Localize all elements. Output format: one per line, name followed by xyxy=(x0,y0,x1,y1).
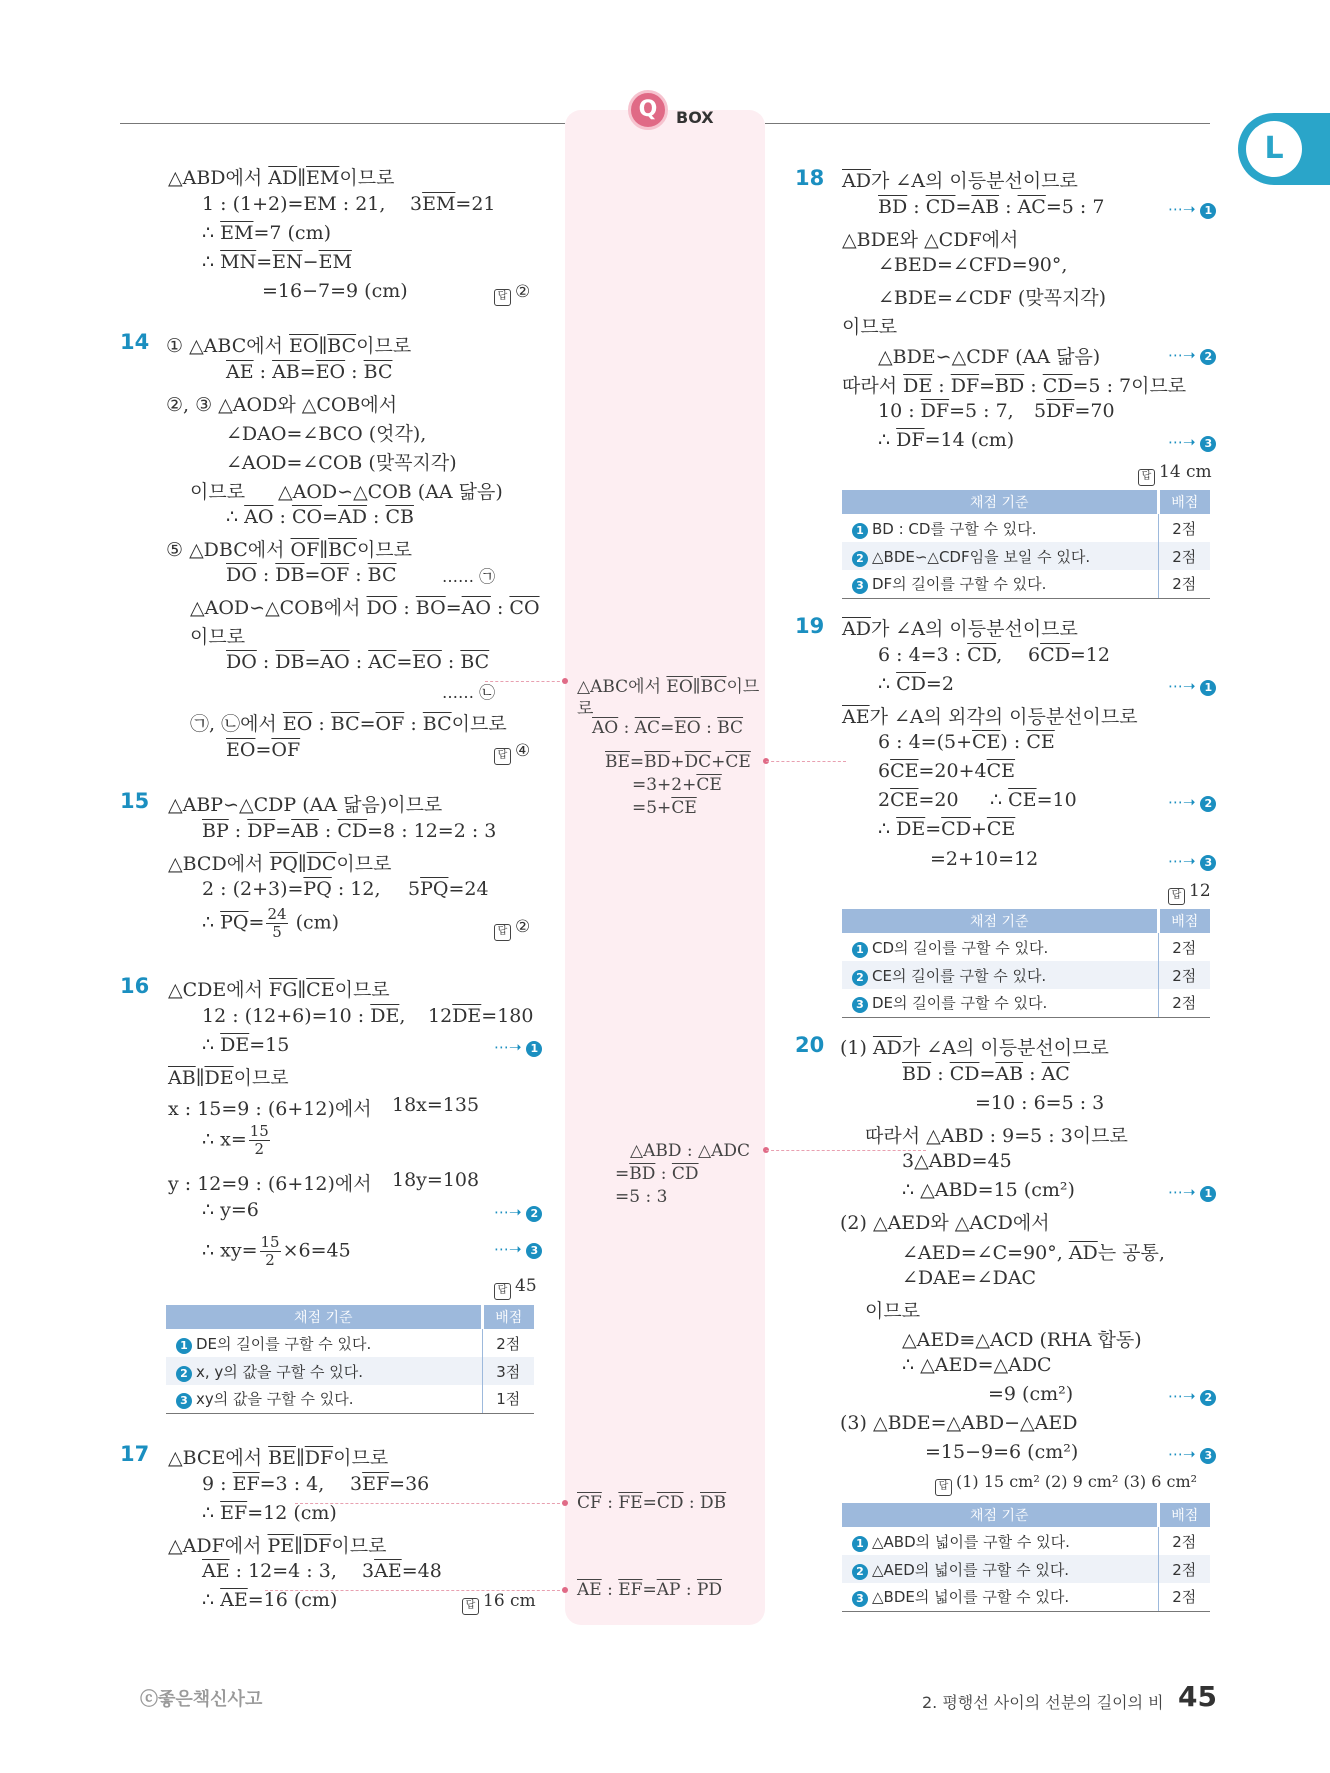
p13-line-5: ∴ $\overline{MN}=\overline{EN}-\overline{EM}$ xyxy=(202,251,352,273)
p14-line-3: ②, ③ △AOD와 △COB에서 xyxy=(166,394,398,416)
connector-line xyxy=(766,761,846,762)
p19-grading-table xyxy=(842,909,1210,1018)
connector-dot xyxy=(562,678,568,684)
p14-mark-a: …… ㉠ xyxy=(442,567,496,586)
table-header-points: 배점 xyxy=(482,1305,534,1329)
p20-line-6: ∴ △ABD=15 (cm²) xyxy=(902,1179,1075,1201)
p16-line-1: △CDE에서 $\overline{FG}\parallel\overline{CE}$이므로 xyxy=(168,979,390,1001)
table-row: 3 DE의 길이를 구할 수 있다. 2점 xyxy=(842,989,1210,1017)
p18-answer: 답 14 cm xyxy=(1138,462,1212,486)
p19-line-10: ∴ $\overline{DE}=\overline{CD}+\overline{CE}$ xyxy=(878,818,1016,840)
p16-step-1: ⋯➝ 1 xyxy=(494,1038,546,1057)
side-tab xyxy=(1238,113,1330,185)
table-header-criteria: 채점 기준 xyxy=(842,490,1158,514)
p16-step-3: ⋯➝ 3 xyxy=(494,1240,546,1259)
p20-line-5: 3△ABD=45 xyxy=(902,1150,1012,1172)
q-note-8: $=\overline{BD}$ : $\overline{CD}$ xyxy=(615,1164,699,1184)
p14-line-10: $\overline{DO}$ : $\overline{DB}=\overline{OF}$ : $\overline{BC}$ xyxy=(226,564,397,586)
connector-line xyxy=(295,1503,565,1504)
p16-line-4: ∴ $\overline{DE}=15$ xyxy=(202,1034,290,1056)
p18-line-1: $\overline{AD}$가 ∠A의 이등분선이므로 xyxy=(842,170,1078,192)
p13-line-1: △ABD에서 $\overline{AD}\parallel\overline{EM}$이므로 xyxy=(168,167,395,189)
p14-line-4: ∠DAO=∠BCO (엇각), xyxy=(226,423,427,445)
connector-dot xyxy=(562,1500,568,1506)
header-rule-right xyxy=(765,123,1210,124)
table-row: 3 △BDE의 넓이를 구할 수 있다. 2점 xyxy=(842,1583,1210,1611)
q-note-9: =5 : 3 xyxy=(615,1187,668,1207)
q-note-3: $\overline{AO}$ : $\overline{AC}=\overline{EO}$ : $\overline{BC}$ xyxy=(592,718,744,738)
p20-line-9: ∠DAE=∠DAC xyxy=(902,1267,1037,1289)
table-row: 1 BD : CD를 구할 수 있다. 2점 xyxy=(842,514,1210,542)
p19-line-8: $2\overline{CE}=20$ xyxy=(878,789,959,811)
p18-step-3: ⋯➝ 3 xyxy=(1168,433,1220,452)
p20-line-14: (3) △BDE=△ABD−△AED xyxy=(840,1412,1078,1434)
p20-step-3: ⋯➝ 3 xyxy=(1168,1445,1220,1464)
p19-step-1: ⋯➝ 1 xyxy=(1168,677,1220,696)
p18-line-2: $\overline{BD}$ : $\overline{CD}=\overline{AB}$ : $\overline{AC}=5$ : 7 xyxy=(878,196,1105,218)
p17-line-3: $3\overline{EF}=36$ xyxy=(350,1473,430,1495)
p14-line-16: ㉠, ㉡에서 $\overline{EO}$ : $\overline{BC}=\overline{OF}$ : $\overline{BC}$이므로 xyxy=(190,713,507,735)
table-header-criteria: 채점 기준 xyxy=(842,909,1158,933)
p20-line-15: =15−9=6 (cm²) xyxy=(925,1441,1079,1463)
p14-line-1: ① △ABC에서 $\overline{EO}\parallel\overline{BC}$이므로 xyxy=(166,335,412,357)
p17-line-5: △ADF에서 $\overline{PE}\parallel\overline{DF}$이므로 xyxy=(168,1535,387,1557)
p15-line-3: △BCD에서 $\overline{PQ}\parallel\overline{DC}$이므로 xyxy=(168,853,392,875)
p17-line-6: $\overline{AE}$ : 12=4 : 3, xyxy=(202,1560,337,1582)
p16-answer: 답 45 xyxy=(494,1276,537,1300)
table-row: 1 DE의 길이를 구할 수 있다. 2점 xyxy=(166,1329,534,1357)
p18-number: 18 xyxy=(795,166,825,190)
connector-line xyxy=(265,1590,565,1591)
p20-line-11: △AED≡△ACD (RHA 합동) xyxy=(902,1329,1142,1351)
p14-line-12: △AOD∽△COB에서 $\overline{DO}$ : $\overline{BO}=\overline{AO}$ : $\overline{CO}$ xyxy=(190,597,540,619)
p20-line-8: ∠AED=∠C=90°, $\overline{AD}$는 공통, xyxy=(902,1242,1165,1264)
table-row: 2 △AED의 넓이를 구할 수 있다. 2점 xyxy=(842,1555,1210,1583)
p19-line-4: ∴ $\overline{CD}=2$ xyxy=(878,673,954,695)
table-row: 3 DF의 길이를 구할 수 있다. 2점 xyxy=(842,570,1210,598)
p17-line-1: △BCE에서 $\overline{BE}\parallel\overline{DF}$이므로 xyxy=(168,1447,389,1469)
q-badge: Q xyxy=(628,90,668,130)
p19-step-2: ⋯➝ 2 xyxy=(1168,793,1220,812)
p14-line-9: ⑤ △DBC에서 $\overline{OF}\parallel\overline{BC}$이므로 xyxy=(166,539,412,561)
p18-line-10: $5\overline{DF}=70$ xyxy=(1034,400,1115,422)
table-row: 1 △ABD의 넓이를 구할 수 있다. 2점 xyxy=(842,1527,1210,1555)
p20-line-7: (2) △AED와 △ACD에서 xyxy=(840,1212,1050,1234)
p18-step-1: ⋯➝ 1 xyxy=(1168,200,1220,219)
p16-grading-table xyxy=(166,1305,534,1414)
p16-line-7: 18x=135 xyxy=(392,1094,480,1116)
p16-line-10: 18y=108 xyxy=(392,1169,480,1191)
p17-number: 17 xyxy=(120,1442,150,1466)
p16-line-8: ∴ x= $\frac{15}{2}$ xyxy=(202,1122,269,1158)
p15-line-4: 2 : $(2+3)=\overline{PQ}$ : 12, xyxy=(202,878,381,900)
p18-line-9: 10 : $\overline{DF}=5$ : 7, xyxy=(878,400,1014,422)
connector-dot xyxy=(562,1587,568,1593)
p19-line-9: ∴ $\overline{CE}=10$ xyxy=(990,789,1077,811)
p15-line-2: $\overline{BP}$ : $\overline{DP}=\overline{AB}$ : $\overline{CD}=8$ : 12=2 : 3 xyxy=(202,820,497,842)
p14-mark-b: …… ㉡ xyxy=(442,683,496,702)
p13-answer: 답 ② xyxy=(494,282,530,306)
p15-answer: 답 ② xyxy=(494,917,530,941)
p15-line-5: $5\overline{PQ}=24$ xyxy=(408,878,489,900)
connector-line xyxy=(485,681,565,682)
p15-line-6: ∴ $\overline{PQ}=$ $\frac{24}{5}$ (cm) xyxy=(202,905,340,941)
p14-line-2: $\overline{AE}$ : $\overline{AB}=\overline{EO}$ : $\overline{BC}$ xyxy=(226,361,393,383)
p18-line-11: ∴ $\overline{DF}=14$ (cm) xyxy=(878,429,1015,451)
p20-line-12: ∴ △AED=△ADC xyxy=(902,1354,1052,1376)
p16-line-12: ∴ xy= $\frac{15}{2}$ ×6=45 xyxy=(202,1233,351,1269)
p20-line-10: 이므로 xyxy=(865,1300,921,1322)
p20-number: 20 xyxy=(795,1033,825,1057)
p14-number: 14 xyxy=(120,330,150,354)
box-label: BOX xyxy=(676,108,714,127)
table-row: 2 x, y의 값을 구할 수 있다. 3점 xyxy=(166,1357,534,1385)
q-note-7: △ABD : △ADC xyxy=(630,1141,750,1161)
q-note-1: △ABC에서 $\overline{EO}\parallel\overline{BC}$이므 xyxy=(577,677,760,697)
p13-line-4: ∴ $\overline{EM}=7$ (cm) xyxy=(202,222,331,244)
p20-line-13: =9 (cm²) xyxy=(988,1383,1074,1405)
p19-line-11: =2+10=12 xyxy=(930,848,1039,870)
p18-line-6: 이므로 xyxy=(842,316,898,338)
p19-line-7: $6\overline{CE}=20+4\overline{CE}$ xyxy=(878,760,1016,782)
page-number: 45 xyxy=(1178,1680,1217,1713)
p13-line-2: 1 : (1+2)=EM : 21, xyxy=(202,193,386,215)
p20-grading-table xyxy=(842,1503,1210,1612)
p19-line-6: 6 : $4=(5+\overline{CE})$ : $\overline{CE}$ xyxy=(878,731,1055,753)
p16-line-11: ∴ y=6 xyxy=(202,1199,259,1221)
p20-step-1: ⋯➝ 1 xyxy=(1168,1183,1220,1202)
table-header-points: 배점 xyxy=(1158,490,1210,514)
side-tab-circle: L xyxy=(1246,121,1302,177)
table-header-criteria: 채점 기준 xyxy=(166,1305,482,1329)
p18-line-7: △BDE∽△CDF (AA 닮음) xyxy=(878,346,1101,368)
p13-line-6: =16−7=9 (cm) xyxy=(262,280,408,302)
p17-line-8: ∴ $\overline{AE}=16$ (cm) xyxy=(202,1589,338,1611)
p16-number: 16 xyxy=(120,974,150,998)
table-header-points: 배점 xyxy=(1158,909,1210,933)
p20-line-2: $\overline{BD}$ : $\overline{CD}=\overline{AB}$ : $\overline{AC}$ xyxy=(902,1063,1070,1085)
table-header-criteria: 채점 기준 xyxy=(842,1503,1158,1527)
p19-step-3: ⋯➝ 3 xyxy=(1168,852,1220,871)
q-note-4: $\overline{BE}=\overline{BD}+\overline{DC}+\overline{CE}$ xyxy=(605,752,751,772)
p15-line-1: △ABP∽△CDP (AA 닮음)이므로 xyxy=(168,794,443,816)
p16-line-2: 12 : (12+6)=10 : $\overline{DE}$, xyxy=(202,1005,406,1027)
q-note-10: $\overline{CF}$ : $\overline{FE}=\overline{CD}$ : $\overline{DB}$ xyxy=(577,1493,727,1513)
p14-line-8: ∴ $\overline{AO}$ : $\overline{CO}=\overline{AD}$ : $\overline{CB}$ xyxy=(226,506,414,528)
table-row: 1 CD의 길이를 구할 수 있다. 2점 xyxy=(842,933,1210,961)
p16-line-3: $12\overline{DE}=180$ xyxy=(428,1005,534,1027)
p17-line-7: $3\overline{AE}=48$ xyxy=(362,1560,442,1582)
p14-line-7: △AOD∽△COB (AA 닮음) xyxy=(278,481,503,503)
p19-line-1: $\overline{AD}$가 ∠A의 이등분선이므로 xyxy=(842,618,1078,640)
footer-publisher: ⓒ좋은책신사고 xyxy=(140,1689,263,1710)
p14-line-6: 이므로 xyxy=(190,481,246,503)
p13-line-3: $3\overline{EM}=21$ xyxy=(410,193,496,215)
p19-answer: 답 12 xyxy=(1168,881,1211,905)
p16-line-9: y : 12=9 : (6+12)에서 xyxy=(168,1173,372,1195)
q-note-6: $=5+\overline{CE}$ xyxy=(632,798,697,818)
p20-step-2: ⋯➝ 2 xyxy=(1168,1387,1220,1406)
p18-step-2: ⋯➝ 2 xyxy=(1168,346,1220,365)
p19-line-3: $6\overline{CD}=12$ xyxy=(1028,644,1110,666)
footer-chapter: 2. 평행선 사이의 선분의 길이의 비 xyxy=(922,1693,1164,1712)
p17-line-4: ∴ $\overline{EF}=12$ (cm) xyxy=(202,1502,337,1524)
p14-line-13: 이므로 xyxy=(190,626,246,648)
p16-line-6: x : 15=9 : (6+12)에서 xyxy=(168,1098,372,1120)
header-rule-left xyxy=(120,123,565,124)
q-note-2: 로 xyxy=(577,699,594,719)
p18-line-8: 따라서 $\overline{DE}$ : $\overline{DF}=\overline{BD}$ : $\overline{CD}=5$ : 7이므로 xyxy=(842,375,1187,397)
p16-line-5: $\overline{AB}\parallel\overline{DE}$이므로 xyxy=(168,1067,289,1089)
q-note-5: $=3+2+\overline{CE}$ xyxy=(632,775,722,795)
p19-line-2: 6 : 4=3 : $\overline{CD}$, xyxy=(878,644,1003,666)
table-row: 2 CE의 길이를 구할 수 있다. 2점 xyxy=(842,961,1210,989)
p14-answer: 답 ④ xyxy=(494,741,530,765)
p18-line-5: ∠BDE=∠CDF (맞꼭지각) xyxy=(878,287,1107,309)
table-row: 2 △BDE∽△CDF임을 보일 수 있다. 2점 xyxy=(842,542,1210,570)
p17-answer: 답 16 cm xyxy=(462,1591,536,1615)
p14-line-5: ∠AOD=∠COB (맞꼭지각) xyxy=(226,452,457,474)
p19-line-5: $\overline{AE}$가 ∠A의 외각의 이등분선이므로 xyxy=(842,706,1138,728)
table-row: 3 xy의 값을 구할 수 있다. 1점 xyxy=(166,1385,534,1413)
q-note-11: $\overline{AE}$ : $\overline{EF}=\overline{AP}$ : $\overline{PD}$ xyxy=(577,1580,723,1600)
p14-line-17: $\overline{EO}=\overline{OF}$ xyxy=(226,739,301,761)
p20-line-4: 따라서 △ABD : 9=5 : 3이므로 xyxy=(865,1125,1128,1147)
p19-number: 19 xyxy=(795,614,825,638)
p14-line-14: $\overline{DO}$ : $\overline{DB}=\overline{AO}$ : $\overline{AC}=\overline{EO}$ : $\overline{BC}$ xyxy=(226,651,490,673)
p20-line-1: (1) $\overline{AD}$가 ∠A의 이등분선이므로 xyxy=(840,1037,1109,1059)
p20-line-3: =10 : 6=5 : 3 xyxy=(975,1092,1105,1114)
p18-line-4: ∠BED=∠CFD=90°, xyxy=(878,254,1068,276)
p15-number: 15 xyxy=(120,789,150,813)
q-box-column xyxy=(565,110,765,1625)
p18-grading-table xyxy=(842,490,1210,599)
p16-step-2: ⋯➝ 2 xyxy=(494,1203,546,1222)
p20-answer: 답 (1) 15 cm² (2) 9 cm² (3) 6 cm² xyxy=(935,1472,1197,1496)
p18-line-3: △BDE와 △CDF에서 xyxy=(842,229,1019,251)
table-header-points: 배점 xyxy=(1158,1503,1210,1527)
p17-line-2: 9 : $\overline{EF}=3$ : 4, xyxy=(202,1473,325,1495)
